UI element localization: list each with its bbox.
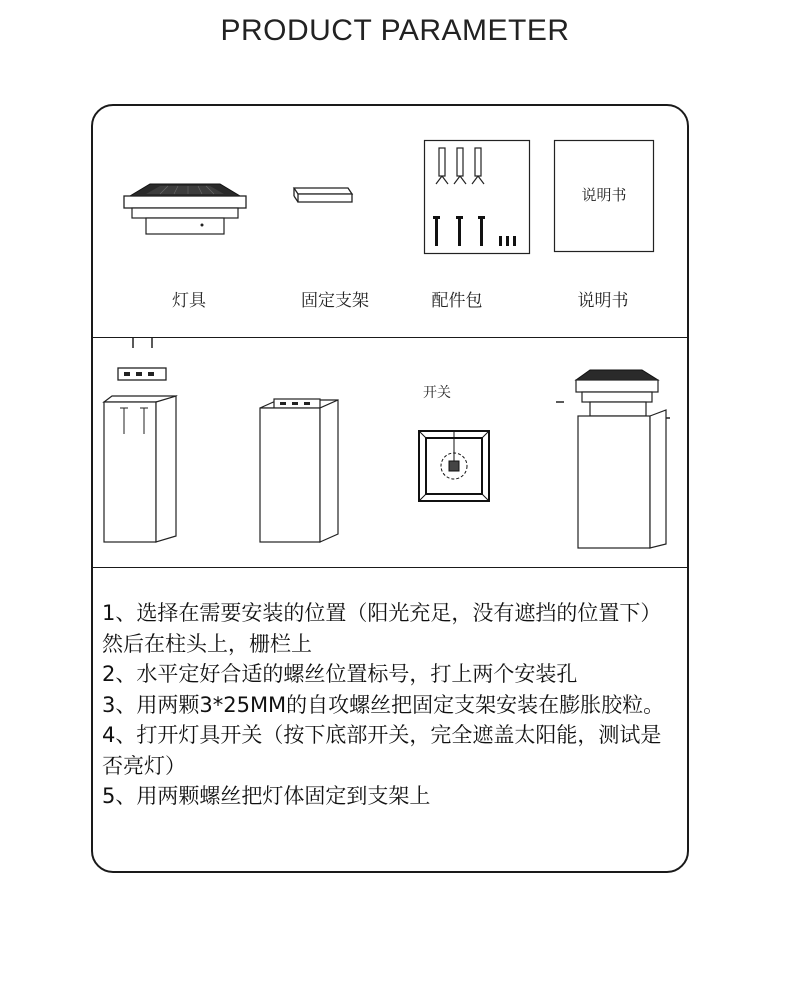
mounting-bracket-icon [292,186,354,206]
item-label-bracket: 固定支架 [301,291,369,311]
item-label-accessory-pack: 配件包 [431,291,483,311]
post-with-bracket-icon [256,396,342,544]
solar-post-cap-light-icon [120,180,250,236]
instruction-step: 3、用两颗3*25MM的自攻螺丝把固定支架安装在膨胀胶粒。 [102,692,665,717]
section-divider [93,567,687,568]
bottom-switch-icon [418,430,490,502]
instruction-step: 4、打开灯具开关（按下底部开关，完全遮盖太阳能，测试是否亮灯） [102,723,662,778]
item-label-manual: 说明书 [577,291,629,311]
page-title: PRODUCT PARAMETER [220,14,570,47]
item-label-lamp: 灯具 [172,291,206,311]
instruction-step: 2、水平定好合适的螺丝位置标号，打上两个安装孔 [102,662,578,686]
post-with-screw-holes-icon [100,338,180,544]
instruction-step: 1、选择在需要安装的位置（阳光充足，没有遮挡的位置下）然后在柱头上，栅栏上 [102,601,662,656]
section-divider [93,337,687,338]
manual-cover-text: 说明书 [581,186,627,204]
installation-instructions [102,598,672,812]
switch-label: 开关 [423,385,451,401]
accessory-pack-icon [424,140,530,254]
lamp-installed-on-post-icon [556,368,672,552]
instruction-step: 5、用两颗螺丝把灯体固定到支架上 [102,784,431,808]
